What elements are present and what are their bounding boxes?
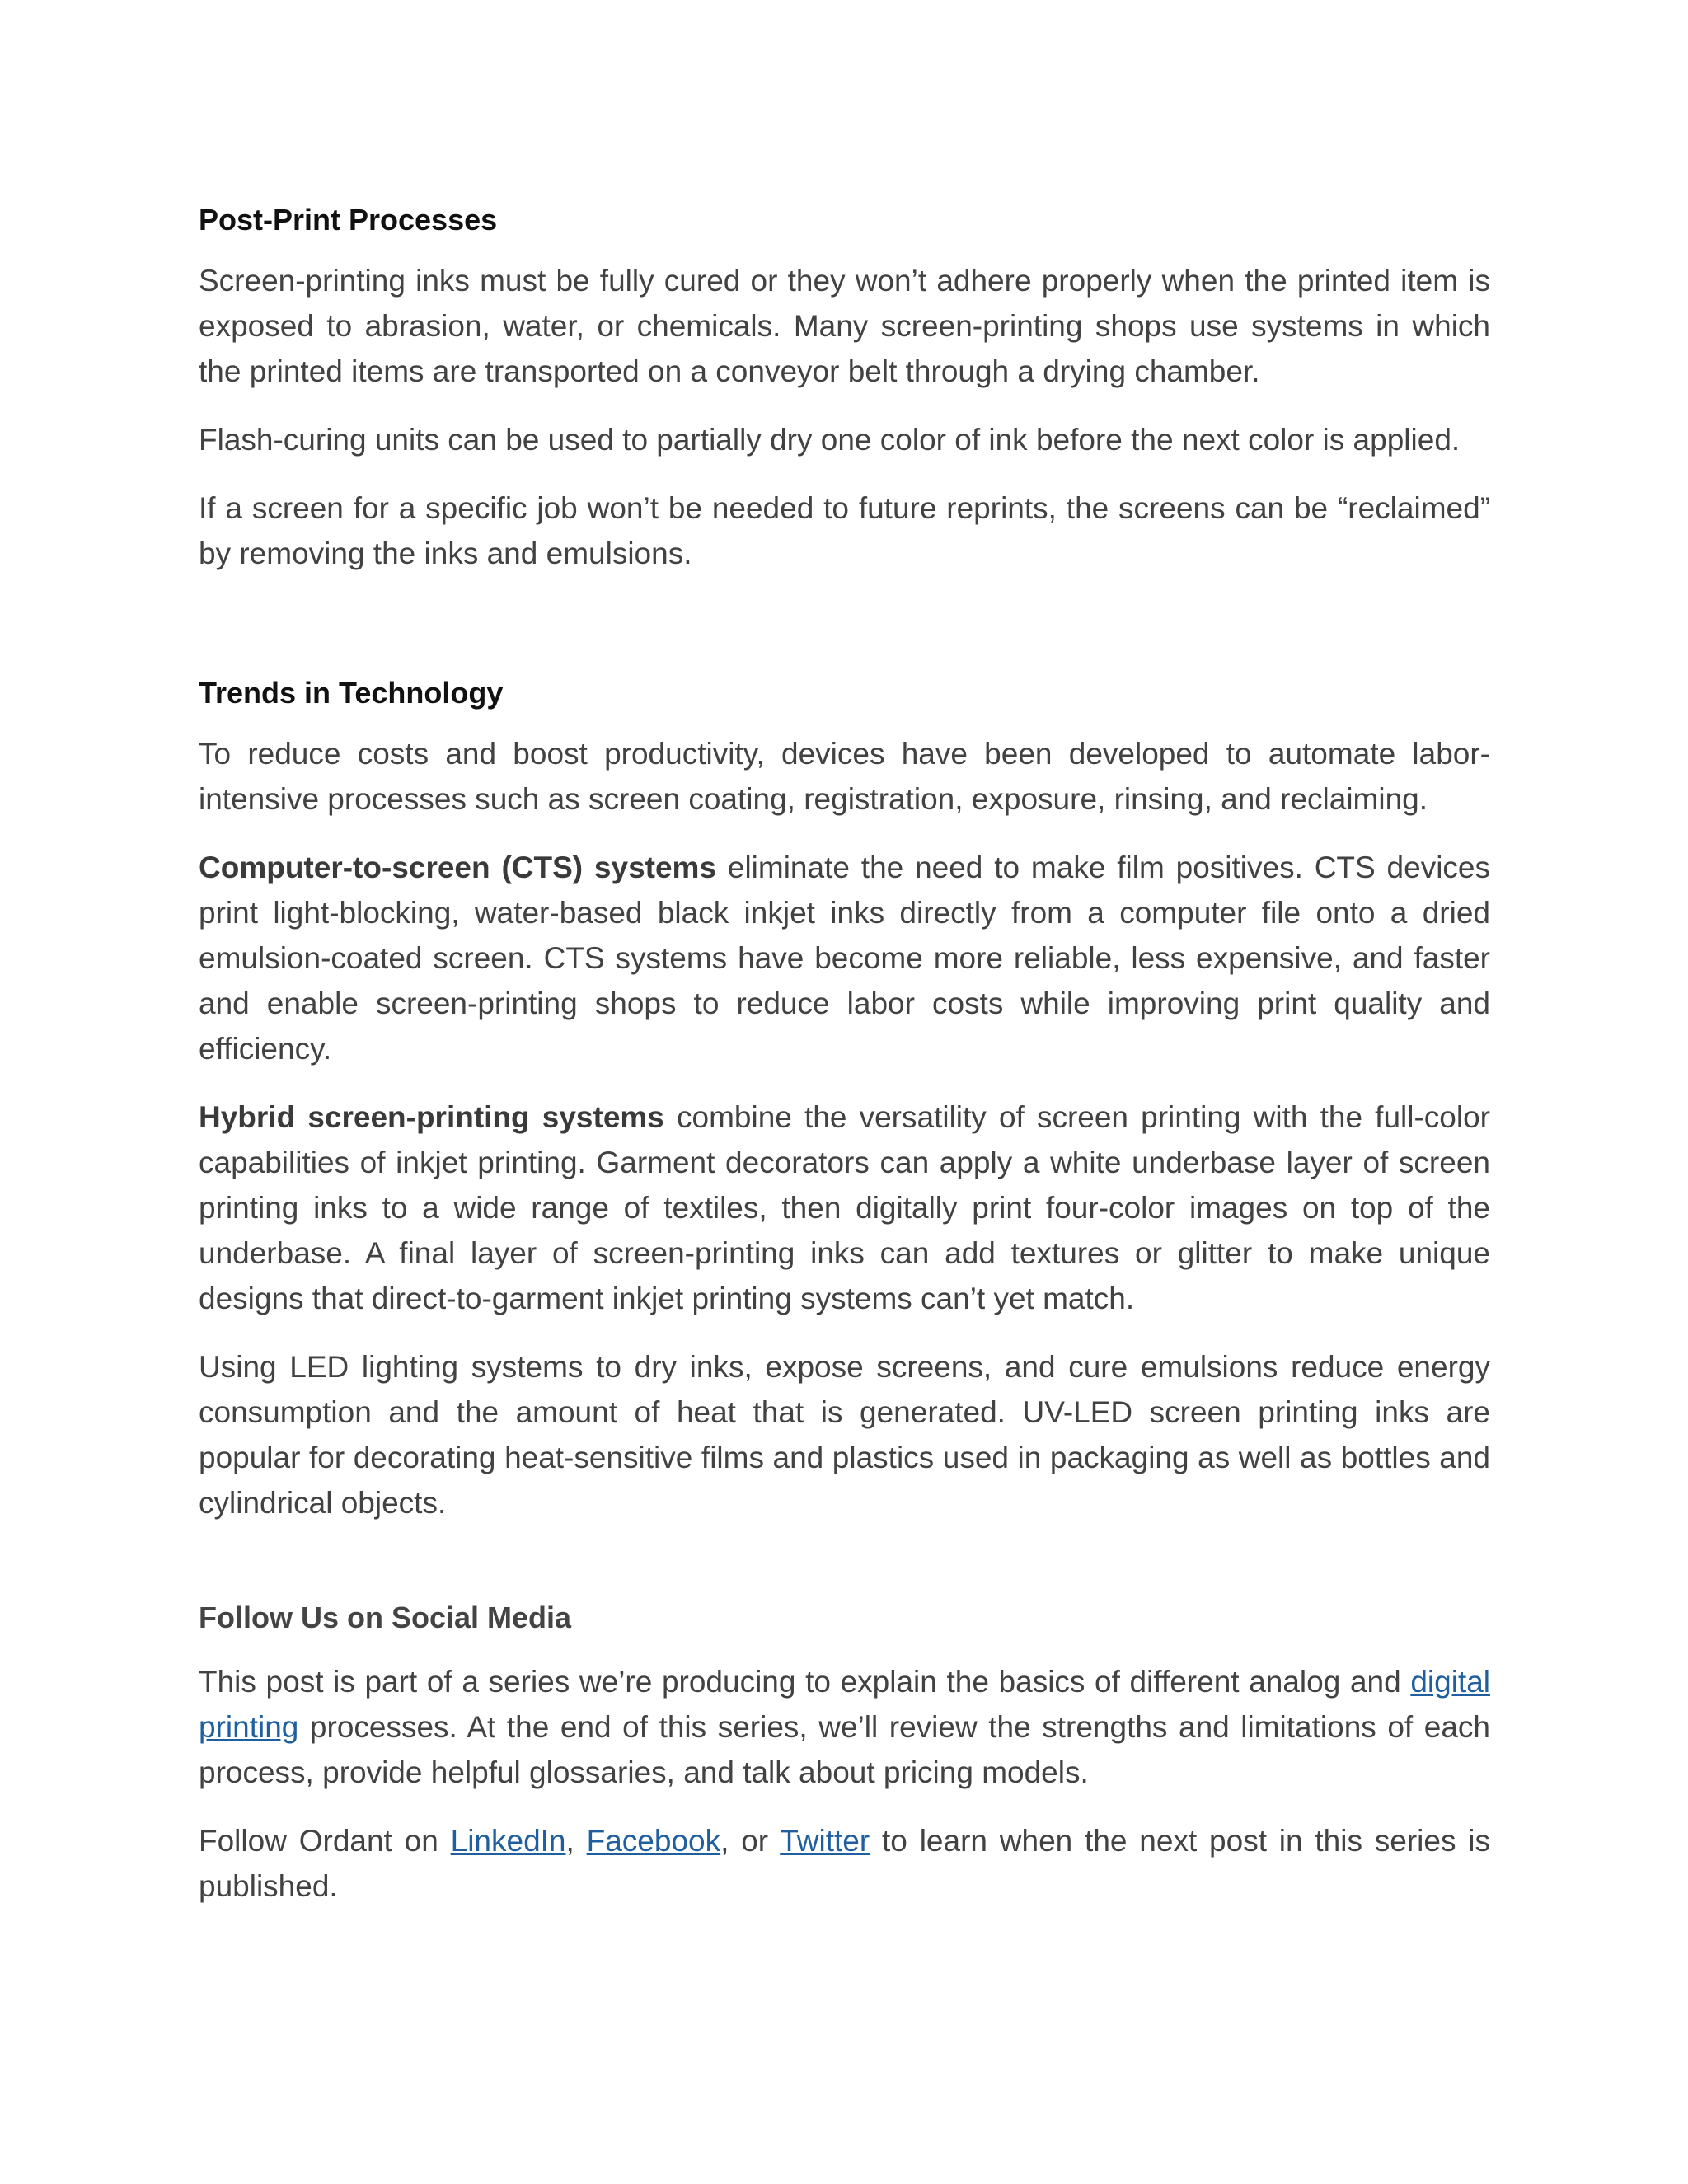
series-text-before: This post is part of a series we’re producing to explain the basics of different analog and xyxy=(199,1665,1411,1699)
paragraph-follow-ordant xyxy=(199,1818,1490,1909)
paragraph-hybrid-text: combine the versatility of screen printing with the full-color capabilities of inkjet printing. Garment decorators can apply a white underbase layer of screen printing inks to a wide range of textiles, then digitally print four-color images on top of the underbase. A final layer of screen-printing inks can add textures or glitter to make unique designs that direct-to-garment inkjet printing systems can’t yet match. xyxy=(199,1100,1490,1315)
heading-follow-us: Follow Us on Social Media xyxy=(199,1601,572,1634)
series-text-after: processes. At the end of this series, we’ll review the strengths and limitations of each process, provide helpful glossaries, and talk about pricing models. xyxy=(199,1710,1490,1789)
paragraph-cts-text: eliminate the need to make film positives. CTS devices print light-blocking, water-based black inkjet inks directly from a computer file onto a dried emulsion-coated screen. CTS systems have become more reliable, less expensive, and faster and enable screen-printing shops to reduce labor costs while improving print quality and efficiency. xyxy=(199,851,1490,1066)
heading-post-print-processes: Post-Print Processes xyxy=(199,203,498,237)
follow-text-b: , xyxy=(565,1824,587,1858)
follow-text-a: Follow Ordant on xyxy=(199,1824,451,1858)
term-cts-systems: Computer-to-screen (CTS) systems xyxy=(199,851,717,884)
paragraph-cts-systems xyxy=(199,845,1490,1071)
heading-trends-in-technology: Trends in Technology xyxy=(199,676,504,710)
paragraph-reclaiming: If a screen for a specific job won’t be needed to future reprints, the screens can be “reclaimed” by removing the inks and emulsions. xyxy=(199,491,1490,570)
document-page xyxy=(199,194,1490,1909)
link-facebook[interactable]: Facebook xyxy=(586,1824,721,1858)
follow-text-d: to learn when the next post in this series is published. xyxy=(199,1824,1491,1903)
follow-text-c: , or xyxy=(720,1824,781,1858)
paragraph-curing: Screen-printing inks must be fully cured or they won’t adhere properly when the printed item is exposed to abrasion, water, or chemicals. Many screen-printing shops use systems in which the printed items are transported on a conveyor belt through a drying chamber. xyxy=(199,264,1490,388)
term-hybrid-systems: Hybrid screen-printing systems xyxy=(199,1100,664,1134)
link-linkedin[interactable]: LinkedIn xyxy=(450,1824,566,1858)
paragraph-automation: To reduce costs and boost productivity, devices have been developed to automate labor-intensive processes such as screen coating, registration, exposure, rinsing, and reclaiming. xyxy=(199,737,1490,816)
paragraph-flash-curing: Flash-curing units can be used to partially dry one color of ink before the next color is applied. xyxy=(199,423,1461,457)
paragraph-hybrid-systems xyxy=(199,1094,1490,1321)
paragraph-led-lighting: Using LED lighting systems to dry inks, expose screens, and cure emulsions reduce energy consumption and the amount of heat that is generated. UV-LED screen printing inks are popular for decorating heat-sensitive films and plastics used in packaging as well as bottles and cylindrical objects. xyxy=(199,1350,1490,1520)
paragraph-series-info xyxy=(199,1659,1490,1795)
link-digital-printing[interactable]: digital printing xyxy=(199,1665,1490,1744)
link-twitter[interactable]: Twitter xyxy=(780,1824,870,1858)
